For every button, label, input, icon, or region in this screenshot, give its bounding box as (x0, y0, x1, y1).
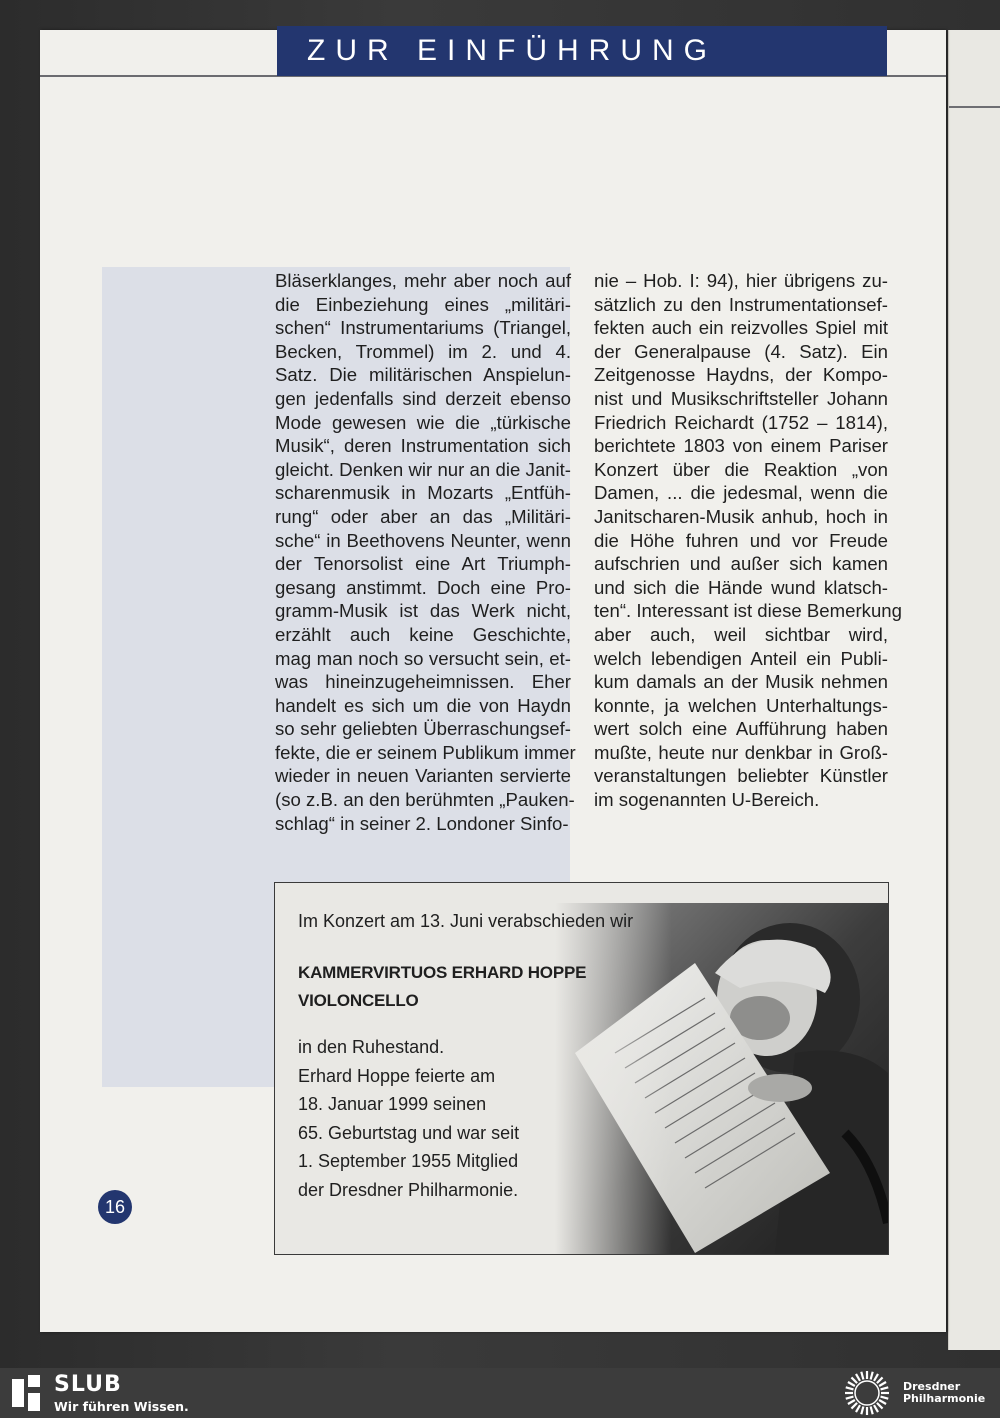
article-line: fekten auch ein reizvolles Spiel mit (594, 317, 888, 339)
document-page (40, 30, 946, 1332)
sun-ray (879, 1400, 886, 1404)
article-line: schen“ Instrumentariums (Triangel, (275, 317, 571, 339)
sun-ray (851, 1403, 857, 1409)
article-line: die Einbeziehung eines „militäri- (275, 293, 571, 315)
sun-ray (874, 1405, 878, 1412)
sun-ray (851, 1377, 857, 1383)
article-line: rung“ oder aber an das „Militäri- (275, 505, 571, 527)
article-line: Zeitgenosse Haydns, der Kompo- (594, 364, 888, 386)
article-line: und sich die Hände wund klatsch- (594, 576, 888, 598)
section-title: ZUR EINFÜHRUNG (307, 34, 717, 67)
notice-body-line: der Dresdner Philharmonie. (298, 1179, 519, 1200)
notice-name (298, 959, 586, 1015)
article-line: berichtete 1803 von einem Pariser (594, 435, 888, 457)
article-line: mußte, heute nur denkbar in Groß- (594, 741, 888, 763)
sun-ray (881, 1397, 889, 1399)
article-line: wieder in neuen Varianten servierte (275, 765, 571, 787)
slub-name[interactable]: SLUB (54, 1372, 122, 1397)
sun-ray (881, 1387, 889, 1389)
article-line: aufschrien und außer sich kamen (594, 553, 888, 575)
article-line: Satz. Die militärischen Anspielun- (275, 364, 571, 386)
notice-body-line: 18. Januar 1999 seinen (298, 1094, 487, 1114)
article-line: nie – Hob. I: 94), hier übrigens zu- (594, 270, 888, 291)
notice-name-line: KAMMERVIRTUOS ERHARD HOPPE (298, 963, 587, 982)
sun-ray (856, 1405, 860, 1412)
article-line: im sogenannten U-Bereich. (594, 789, 820, 811)
sun-ray (861, 1372, 863, 1380)
notice-name-line: VIOLONCELLO (298, 991, 419, 1010)
article-line: ten“. Interessant ist diese Bemerkung (594, 600, 902, 622)
article-column-right (594, 269, 902, 812)
article-line: (so z.B. an den berühmten „Pauken- (275, 789, 575, 811)
sun-ray (877, 1377, 883, 1383)
article-line: gramm-Musik ist das Werk nicht, (275, 600, 571, 622)
article-line: mag man noch so versucht sein, et- (275, 647, 571, 669)
notice-body (298, 1033, 519, 1204)
retirement-notice (274, 882, 889, 1255)
article-column-left (275, 269, 576, 835)
notice-body-line: 1. September 1955 Mitglied (298, 1151, 519, 1171)
notice-body-line: 65. Geburtstag und war seit (298, 1122, 520, 1143)
article-line: Janitscharen-Musik anhub, hoch in (594, 505, 888, 527)
article-line: gen jedenfalls sind derzeit ebenso (275, 387, 571, 409)
article-line: konnte, ja welchen Unterhaltungs- (594, 694, 888, 716)
article-line: Musik“, deren Instrumentation sich (275, 435, 571, 457)
article-line: wert solch eine Aufführung haben (594, 718, 888, 740)
article-line: veranstaltungen beliebter Künstler (594, 765, 888, 787)
article-line: Bläserklanges, mehr aber noch auf (275, 270, 571, 291)
sun-ray (874, 1374, 878, 1381)
article-line: kum damals an der Musik nehmen (594, 671, 888, 693)
sun-ray (848, 1400, 855, 1404)
article-line: nist und Musikschriftsteller Johann (594, 387, 888, 409)
article-line: fekte, die er seinem Publikum immer (275, 741, 576, 763)
article-line: der Tenorsolist eine Art Triumph- (275, 553, 571, 575)
philharmonie-name[interactable] (903, 1381, 985, 1405)
slub-tagline: Wir führen Wissen. (54, 1399, 189, 1414)
philharmonie-sun-logo-icon (842, 1369, 892, 1417)
viewer-footer (0, 1368, 1000, 1418)
article-line: gleicht. Denken wir nur an die Janit- (275, 458, 571, 480)
slub-logo-icon (10, 1373, 42, 1413)
sun-ray (871, 1407, 873, 1415)
article-line: Becken, Trommel) im 2. und 4. (275, 340, 571, 362)
article-line: erzählt auch keine Geschichte, (275, 623, 571, 645)
notice-body-line: in den Ruhestand. (298, 1037, 445, 1057)
article-line: Friedrich Reichardt (1752 – 1814), (594, 411, 888, 433)
sun-ray (861, 1407, 863, 1415)
section-header (277, 26, 887, 76)
sun-ray (846, 1397, 854, 1399)
article-line: handelt es sich um die von Haydn (275, 694, 571, 716)
philharmonie-name-line: Philharmonie (903, 1392, 986, 1405)
next-page-edge (948, 30, 1000, 1350)
article-line: was hineinzugeheimnissen. Eher (275, 671, 571, 693)
article-line: so sehr geliebten Überraschungsef- (275, 718, 571, 740)
article-line: aber auch, weil sichtbar wird, (594, 623, 888, 645)
sun-ray (846, 1387, 854, 1389)
sun-ray (856, 1374, 860, 1381)
article-line: gesang anstimmt. Doch eine Pro- (275, 576, 571, 598)
sun-ray (848, 1382, 855, 1386)
philharmonie-name-line: Dresdner (903, 1380, 961, 1393)
article-line: welch lebendigen Anteil ein Publi- (594, 647, 888, 669)
article-line: sche“ in Beethovens Neunter, wenn (275, 529, 571, 551)
cellist-photo (555, 903, 888, 1254)
article-line: der Generalpause (4. Satz). Ein (594, 340, 888, 362)
sun-ray (879, 1382, 886, 1386)
article-line: Konzert über die Reaktion „von (594, 458, 888, 480)
sun-ray (871, 1372, 873, 1380)
sun-ray (877, 1403, 883, 1409)
article-line: Mode gewesen wie die „türkische (275, 411, 571, 433)
article-line: Damen, ... die jedesmal, wenn die (594, 482, 888, 504)
notice-intro: Im Konzert am 13. Juni verabschieden wir (298, 911, 634, 931)
article-line: schlag“ in seiner 2. Londoner Sinfo- (275, 812, 569, 834)
article-line: die Höhe fuhren und vor Freude (594, 529, 888, 551)
article-line: sätzlich zu den Instrumentationsef- (594, 293, 888, 315)
article-line: scharenmusik in Mozarts „Entfüh- (275, 482, 571, 504)
notice-body-line: Erhard Hoppe feierte am (298, 1065, 496, 1086)
page-number: 16 (98, 1190, 132, 1224)
